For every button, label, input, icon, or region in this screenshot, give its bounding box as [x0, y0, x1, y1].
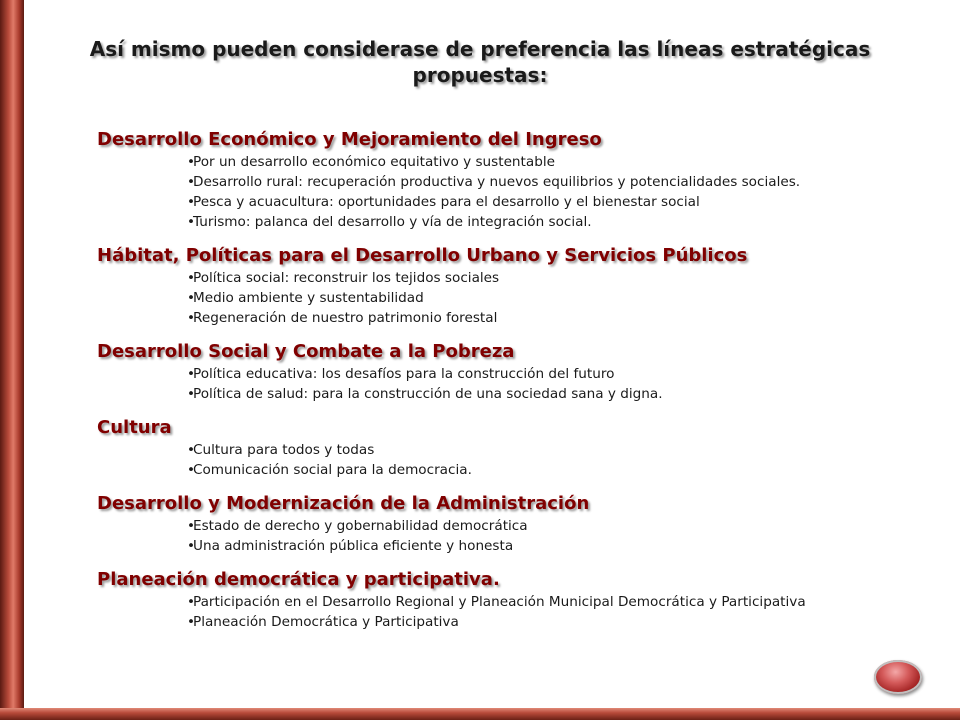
list-item [187, 308, 937, 328]
bullet-icon: • [187, 442, 196, 458]
slide-title: Así mismo pueden considerase de preferencia las líneas estratégicas propuestas: [89, 37, 871, 87]
list-item [187, 268, 937, 288]
section-desarrollo-economico [97, 128, 937, 232]
list-item [187, 516, 937, 536]
list-item [187, 460, 937, 480]
bullet-icon: • [187, 518, 196, 534]
section-habitat [97, 244, 937, 328]
list-item [187, 536, 937, 556]
section-heading: Desarrollo y Modernización de la Administración [97, 493, 590, 514]
list-item [187, 288, 937, 308]
bullet-icon: • [187, 174, 196, 190]
bullet-icon: • [187, 310, 196, 326]
section-heading: Hábitat, Políticas para el Desarrollo Urbano y Servicios Públicos [97, 245, 748, 266]
section-items [97, 364, 937, 404]
list-item-text: Una administración pública eficiente y honesta [193, 538, 514, 554]
bullet-icon: • [187, 214, 196, 230]
list-item-text: Pesca y acuacultura: oportunidades para el desarrollo y el bienestar social [193, 194, 700, 210]
section-heading: Planeación democrática y participativa. [97, 569, 500, 590]
list-item [187, 612, 937, 632]
list-item-text: Política de salud: para la construcción de una sociedad sana y digna. [193, 386, 663, 402]
list-item-text: Por un desarrollo económico equitativo y sustentable [193, 154, 555, 170]
bullet-icon: • [187, 594, 196, 610]
list-item [187, 440, 937, 460]
strategic-lines-list [97, 128, 937, 644]
list-item-text: Turismo: palanca del desarrollo y vía de integración social. [193, 214, 592, 230]
section-items [97, 152, 937, 232]
bullet-icon: • [187, 614, 196, 630]
list-item-text: Estado de derecho y gobernabilidad democrática [193, 518, 528, 534]
section-heading: Desarrollo Económico y Mejoramiento del Ingreso [97, 129, 602, 150]
list-item [187, 152, 937, 172]
section-heading: Desarrollo Social y Combate a la Pobreza [97, 341, 515, 362]
bullet-icon: • [187, 290, 196, 306]
list-item-text: Cultura para todos y todas [193, 442, 375, 458]
list-item [187, 592, 937, 612]
list-item-text: Participación en el Desarrollo Regional y Planeación Municipal Democrática y Participativa [193, 594, 806, 610]
list-item [187, 172, 937, 192]
bullet-icon: • [187, 366, 196, 382]
section-items [97, 592, 937, 632]
bullet-icon: • [187, 194, 196, 210]
bullet-icon: • [187, 538, 196, 554]
list-item [187, 364, 937, 384]
bottom-decorative-bar [0, 708, 960, 720]
list-item-text: Desarrollo rural: recuperación productiva y nuevos equilibrios y potencialidades sociales. [193, 174, 801, 190]
section-administracion [97, 492, 937, 556]
list-item-text: Política educativa: los desafíos para la construcción del futuro [193, 366, 615, 382]
list-item [187, 384, 937, 404]
section-planeacion [97, 568, 937, 632]
section-items [97, 516, 937, 556]
list-item-text: Regeneración de nuestro patrimonio forestal [193, 310, 498, 326]
bullet-icon: • [187, 270, 196, 286]
list-item-text: Política social: reconstruir los tejidos sociales [193, 270, 500, 286]
bullet-icon: • [187, 386, 196, 402]
section-items [97, 268, 937, 328]
next-slide-button[interactable] [874, 660, 922, 694]
section-heading: Cultura [97, 417, 172, 438]
list-item [187, 192, 937, 212]
section-cultura [97, 416, 937, 480]
bullet-icon: • [187, 462, 196, 478]
section-items [97, 440, 937, 480]
list-item-text: Comunicación social para la democracia. [193, 462, 472, 478]
list-item [187, 212, 937, 232]
bullet-icon: • [187, 154, 196, 170]
left-decorative-bar [0, 0, 24, 720]
list-item-text: Medio ambiente y sustentabilidad [193, 290, 424, 306]
section-desarrollo-social [97, 340, 937, 404]
list-item-text: Planeación Democrática y Participativa [193, 614, 459, 630]
